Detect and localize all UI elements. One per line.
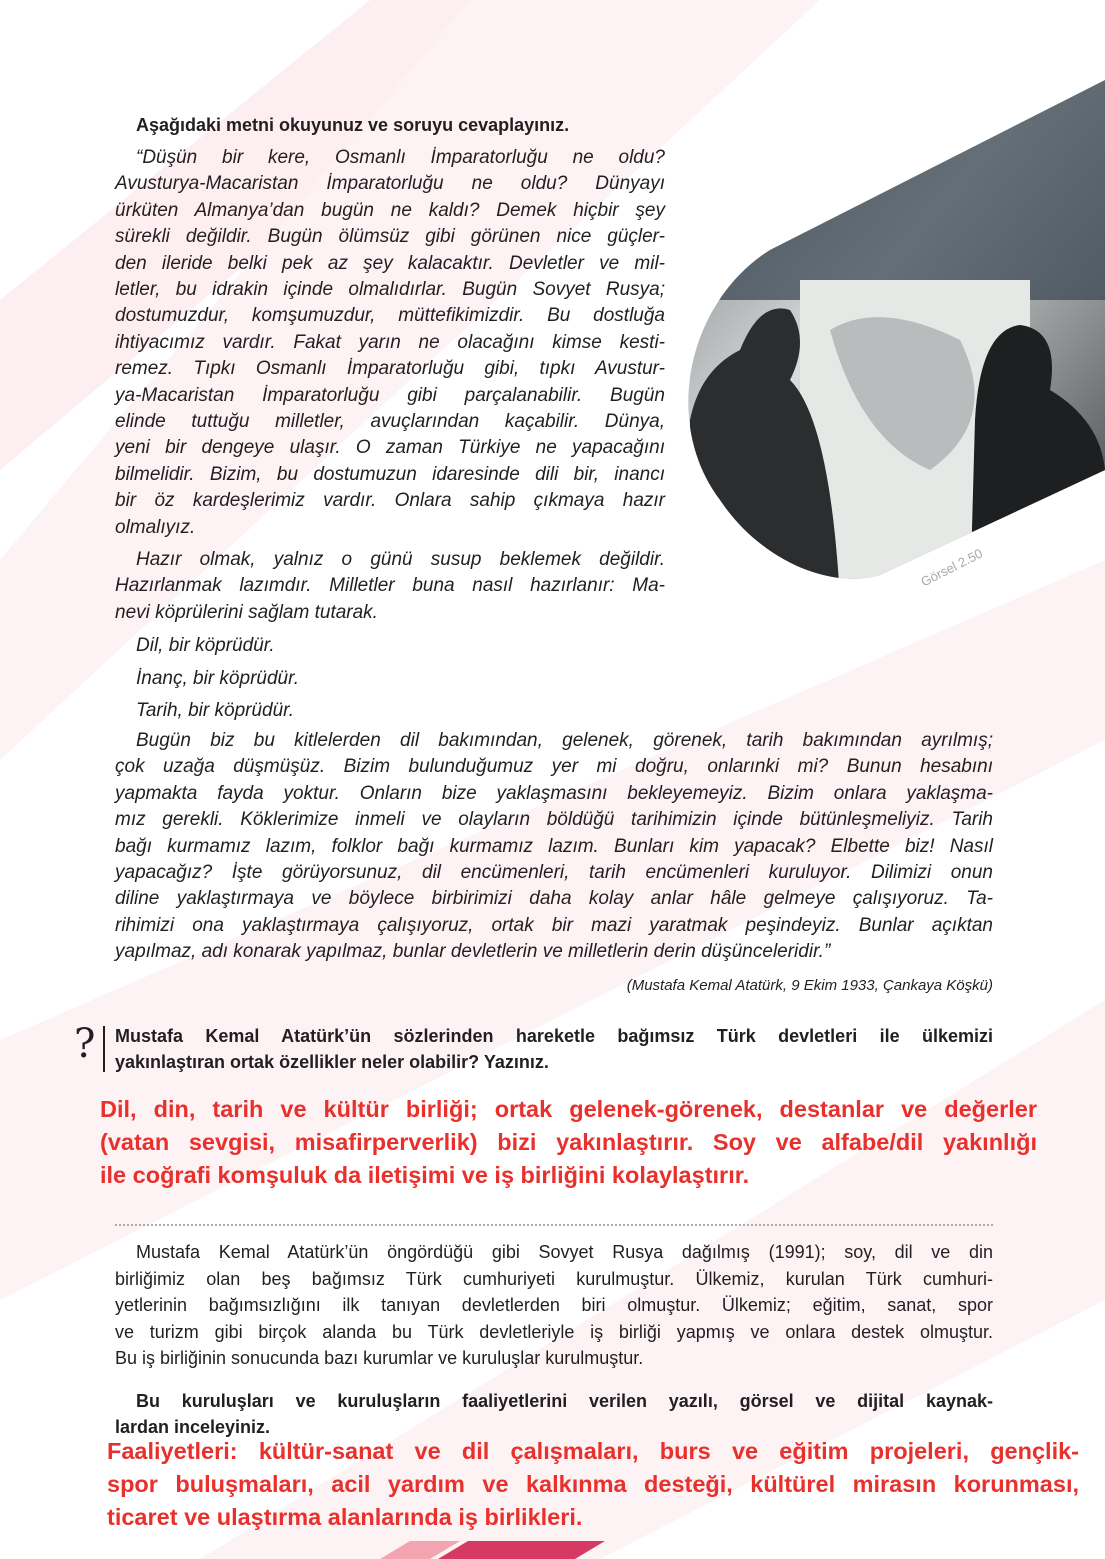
text-line: birliğimiz olan beş bağımsız Türk cumhuriyeti kurulmuştur. Ülkemiz, kurulan Türk cumhuri- [115, 1268, 993, 1289]
text-line: letler, bu idrakin içinde olmalıdırlar. Bugün Sovyet Rusya; [115, 279, 665, 301]
answer-2 [107, 1435, 1079, 1534]
answer-divider [115, 1224, 993, 1226]
quote-paragraph-2 [115, 547, 665, 626]
text-line: “Düşün bir kere, Osmanlı İmparatorluğu ne oldu? [136, 147, 665, 168]
text-line: mız gerekli. Köklerimize inmeli ve olayların böldüğü tarihimizin içinde bütünleşmeliyiz. Tarih [115, 809, 993, 831]
text-line: bağı kurmamız lazım, folklor bağı kurmamız lazım. Bunları kim yapacak? Elbette biz! Nasıl [115, 835, 993, 857]
question-text [115, 1023, 993, 1075]
text-line: dostumuzdur, komşumuzdur, müttefikimizdir. Bu dostluğa [115, 305, 665, 327]
text-line: ihtiyacımız vardır. Fakat yarın ne olacağını kimse kesti- [115, 331, 665, 353]
question-mark-icon: ? [74, 1021, 96, 1067]
text-line: yakınlaştıran ortak özellikler neler olabilir? Yazınız. [115, 1052, 549, 1072]
text-line: Avusturya-Macaristan İmparatorluğu ne oldu? Dünyayı [115, 173, 665, 195]
text-line: Hazır olmak, yalnız o günü susup beklemek değildir. [136, 549, 665, 570]
text-line: Bu kuruluşları ve kuruluşların faaliyetlerini verilen yazılı, görsel ve dijital kaynak- [136, 1391, 993, 1411]
text-line: yapacağız? İşte görüyorsunuz, dil encümenleri, tarih encümenleri kuruluyor. Dilimizi onun [115, 862, 993, 884]
ataturk-photo [650, 60, 1105, 600]
text-line: Bu iş birliğinin sonucunda bazı kurumlar ve kuruluşlar kurulmuştur. [115, 1348, 644, 1368]
text-line: Mustafa Kemal Atatürk’ün öngördüğü gibi Sovyet Rusya dağılmış (1991); soy, dil ve din [136, 1242, 993, 1262]
text-line: Dil, bir köprüdür. [136, 635, 275, 656]
text-line: ve turizm gibi birçok alanda bu Türk devletleriyle iş birliği yapmış ve onlara destek olmuştur. [115, 1321, 993, 1342]
instruction: Aşağıdaki metni okuyunuz ve soruyu cevaplayınız. [136, 115, 570, 135]
text-line: (vatan sevgisi, misafirperverlik) bizi yakınlaştırır. Soy ve alfabe/dil yakınlığı [100, 1129, 1037, 1155]
task-text [115, 1388, 993, 1440]
text-line: Dil, din, tarih ve kültür birliği; ortak gelenek-görenek, destanlar ve değerler [100, 1096, 1037, 1122]
text-line: rihimizi ona yaklaştırmaya çalışıyoruz, ortak bir mazi yaratmak peşindeyiz. Bunlar açıktan [115, 914, 993, 936]
text-line: Faaliyetleri: kültür-sanat ve dil çalışmaları, burs ve eğitim projeleri, gençlik- [107, 1438, 1079, 1464]
text-line: ya-Macaristan İmparatorluğu gibi parçalanabilir. Bugün [115, 384, 665, 406]
text-line: yapılmaz, adı konarak yapılmaz, bunlar devletlerin ve milletlerin derin düşünceleridir.” [115, 941, 831, 963]
text-line: Tarih, bir köprüdür. [136, 700, 295, 721]
text-line: ürküten Almanya’dan bugün ne kaldı? Demek hiçbir şey [115, 199, 665, 221]
quote-bridges [136, 630, 299, 728]
quote-paragraph-1 [115, 145, 665, 541]
image-caption: Görsel 2.50 [918, 545, 985, 590]
text-line: nevi köprülerini sağlam tutarak. [115, 601, 378, 623]
text-line: spor buluşmaları, acil yardım ve kalkınma desteği, kültürel mirasın korunması, [107, 1471, 1079, 1497]
text-line: yetlerinin bağımsızlığını ilk tanıyan devletlerden biri olmuştur. Ülkemiz; eğitim, sanat, spor [115, 1295, 993, 1315]
text-line: den ileride belki pek az şey kalacaktır. Devletler ve mil- [115, 252, 665, 274]
text-line: bilmelidir. Bizim, bu dostumuzun idaresinde dili bir, inancı [115, 463, 665, 485]
text-line: ticaret ve ulaştırma alanlarında iş birlikleri. [107, 1504, 583, 1530]
quote-paragraph-3 [115, 728, 993, 966]
text-line: ile coğrafi komşuluk da iletişimi ve iş birliğini kolaylaştırır. [100, 1162, 750, 1188]
text-line: elinde tuttuğu milletler, avuçlarından kaçabilir. Dünya, [115, 411, 665, 433]
text-line: çok uzağa düşmüşüz. Bizim bulunduğumuz yer mi doğru, onlarınki mi? Bunun hesabını [115, 756, 993, 778]
text-line: lardan inceleyiniz. [115, 1417, 271, 1437]
text-line: Bugün biz bu kitlelerden dil bakımından, gelenek, görenek, tarih bakımından ayrılmış; [136, 730, 993, 751]
info-paragraph [115, 1239, 993, 1372]
text-line: bir öz kardeşlerimiz vardır. Onlara sahip çıkmaya hazır [115, 490, 665, 512]
text-line: Mustafa Kemal Atatürk’ün sözlerinden hareketle bağımsız Türk devletleri ile ülkemizi [115, 1026, 993, 1046]
quote-citation: (Mustafa Kemal Atatürk, 9 Ekim 1933, Çankaya Köşkü) [626, 977, 993, 994]
text-line: Hazırlanmak lazımdır. Milletler buna nasıl hazırlanır: Ma- [115, 575, 665, 597]
text-line: sürekli değildir. Bugün ölümsüz gibi görünen nice güçler- [115, 226, 665, 248]
text-line: yeni bir dengeye ulaşır. O zaman Türkiye ne yapacağını [115, 437, 665, 459]
text-line: İnanç, bir köprüdür. [136, 667, 299, 689]
question-divider [103, 1026, 105, 1072]
text-line: yapmakta fayda yoktur. Onların bize yaklaşmasını bekleyemeyiz. Bizim onlara yaklaşma- [115, 782, 993, 804]
text-line: olmalıyız. [115, 516, 196, 538]
text-line: diline yaklaştırmaya ve böylece birbirimizi daha kolay anlar hâle gelmeye çalışıyoruz. Ta- [115, 888, 993, 910]
text-line: remez. Tıpkı Osmanlı İmparatorluğu gibi, tıpkı Avustur- [115, 358, 665, 380]
answer-1 [100, 1093, 1037, 1192]
